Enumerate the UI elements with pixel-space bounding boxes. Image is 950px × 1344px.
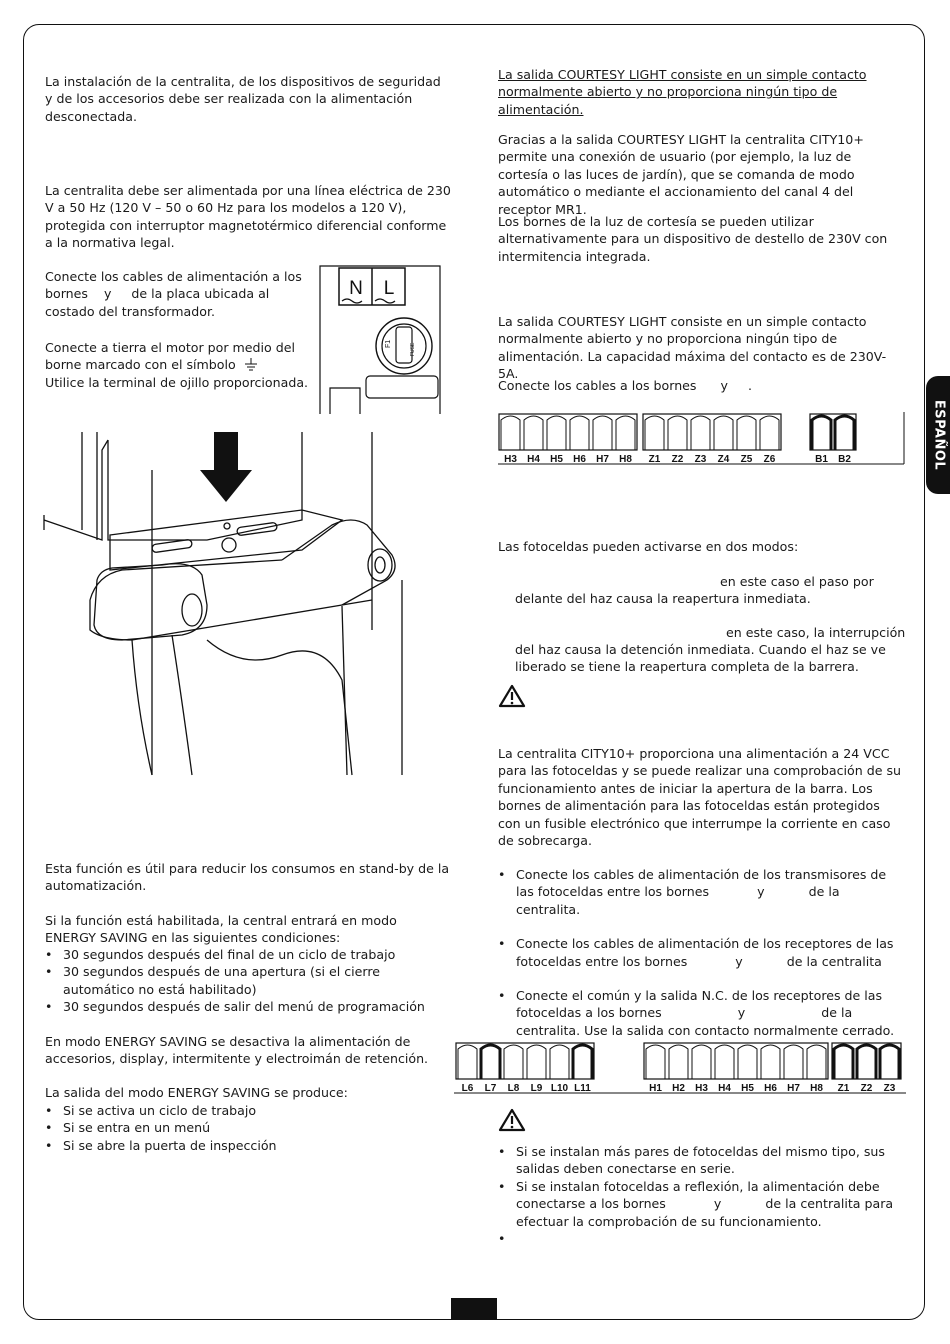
board-illustration	[318, 264, 442, 414]
terminal-label: B1	[815, 454, 828, 465]
terminal-label: Z1	[837, 1083, 850, 1094]
mode-1-text: en este caso el paso por	[720, 574, 874, 589]
terminal-label: L9	[530, 1083, 543, 1094]
warning-triangle-icon	[498, 1108, 526, 1132]
terminal-label: L11	[574, 1083, 591, 1094]
terminal-label: H4	[718, 1083, 731, 1094]
terminal-label: Z5	[740, 454, 753, 465]
h-terminals-block	[644, 1043, 828, 1079]
terminal-label: Z4	[717, 454, 730, 465]
energy-saving-exit-text: La salida del modo ENERGY SAVING se produce:	[45, 1085, 348, 1100]
terminal-label: H1	[649, 1083, 662, 1094]
courtesy-light-note: La salida COURTESY LIGHT consiste en un simple contacto normalmente abierto y no proporciona ningún tipo de alimentación.	[498, 67, 867, 117]
energy-saving-intro: Esta función es útil para reducir los consumos en stand-by de la automatización.	[45, 861, 450, 894]
language-tab: ESPAÑOL	[926, 376, 950, 494]
energy-saving-exit-list	[45, 1102, 450, 1154]
courtesy-light-desc: Gracias a la salida COURTESY LIGHT la centralita CITY10+ permite una conexión de usuario (por ejemplo, la luz de cortesía o las luces de jardín), que se comanda de modo automático o mediante el accionamiento del canal 4 del receptor MR1.	[498, 132, 864, 217]
ground-motor-text: Conecte a tierra el motor por medio del borne marcado con el símbolo Utilice la terminal de ojillo proporcionada.	[45, 340, 309, 390]
terminal-label: H6	[764, 1083, 777, 1094]
terminal-label: H4	[527, 454, 540, 465]
install-warning-text: La instalación de la centralita, de los dispositivos de seguridad y de los accesorios debe ser realizada con la alimentación desconectada.	[45, 74, 441, 124]
photocell-notes-list	[498, 1143, 898, 1247]
terminal-label: Z3	[694, 454, 707, 465]
terminal-strip-top	[494, 408, 906, 470]
list-item: • Si se abre la puerta de inspección	[45, 1137, 450, 1154]
terminal-label: H5	[550, 454, 563, 465]
list-item: • Conecte los cables de alimentación de los transmisores de las fotoceldas entre los bornes y de la centralita.	[498, 866, 898, 918]
terminal-strip-bottom	[452, 1037, 908, 1099]
terminal-n-label: N	[349, 278, 363, 299]
terminal-label: H7	[596, 454, 609, 465]
power-supply-text: La centralita debe ser alimentada por una línea eléctrica de 230 V a 50 Hz (120 V – 50 o 60 Hz para los modelos a 120 V), protegida con interruptor magnetotérmico diferencial conforme a la normativa legal.	[45, 183, 451, 251]
terminal-label: L10	[550, 1083, 569, 1094]
list-item: • Si se instalan más pares de fotoceldas del mismo tipo, sus salidas deben conectarse en serie.	[498, 1143, 898, 1178]
fuse-f1-label: F1	[385, 339, 392, 348]
terminal-label: B2	[838, 454, 851, 465]
connect-terminals-text: Conecte los cables a los bornes y .	[498, 378, 752, 393]
mode-2-text: en este caso, la interrupción	[726, 625, 906, 640]
list-item: • Conecte el común y la salida N.C. de los receptores de las fotoceldas a los bornes y de la centralita. Use la salida con contacto normalmente cerrado.	[498, 987, 898, 1039]
terminal-label: Z1	[648, 454, 661, 465]
terminal-label: Z6	[763, 454, 776, 465]
photocell-power-text: La centralita CITY10+ proporciona una alimentación a 24 VCC para las fotoceldas y se puede realizar una comprobación de su funcionamiento antes de iniciar la apertura de la barra. Los bornes de alimentación para las fotoceldas están protegidos con un fusible electrónico que interrumpe la corriente en caso de sobrecarga.	[498, 746, 902, 849]
ground-symbol-icon	[244, 358, 258, 372]
insertion-arrow-icon	[200, 432, 252, 502]
terminal-label: H3	[504, 454, 517, 465]
connect-cables-text: Conecte los cables de alimentación a los bornes y de la placa ubicada al costado del transformador.	[45, 269, 302, 319]
courtesy-light-alt: Los bornes de la luz de cortesía se pueden utilizar alternativamente para un dispositivo de destello de 230V con intermitencia integrada.	[498, 214, 888, 264]
energy-saving-list	[45, 946, 450, 1016]
terminal-label: L8	[507, 1083, 520, 1094]
list-item: • Si se activa un ciclo de trabajo	[45, 1102, 450, 1119]
list-item: • Si se entra en un menú	[45, 1119, 450, 1136]
b-terminals-block	[810, 414, 856, 450]
terminal-l-label: L	[383, 278, 395, 299]
photocell-modes-text: Las fotoceldas pueden activarse en dos modos:	[498, 539, 799, 554]
fuse-label: FUSE	[410, 342, 416, 356]
z-terminals-block	[832, 1043, 901, 1079]
mode-2-desc: del haz causa la detención inmediata. Cuando el haz se ve liberado se tiene la reapertura completa de la barrera.	[515, 642, 886, 675]
warning-triangle-icon	[498, 684, 526, 708]
terminal-label: H3	[695, 1083, 708, 1094]
terminal-label: Z2	[671, 454, 684, 465]
mode-1-desc: delante del haz causa la reapertura inmediata.	[515, 591, 811, 606]
terminal-label: L6	[461, 1083, 474, 1094]
energy-saving-disable-text: En modo ENERGY SAVING se desactiva la alimentación de accesorios, display, intermitente y electroimán de retención.	[45, 1034, 429, 1067]
terminal-label: H7	[787, 1083, 800, 1094]
list-item: • Conecte los cables de alimentación de los receptores de las fotoceldas entre los bornes y de la centralita	[498, 935, 898, 970]
list-item: • 30 segundos después de una apertura (si el cierre automático no está habilitado)	[45, 963, 450, 998]
terminal-label: H8	[619, 454, 632, 465]
list-item: • Si se instalan fotoceldas a reflexión, la alimentación debe conectarse a los bornes y de la centralita para efectuar la comprobación de su funcionamiento.	[498, 1178, 898, 1230]
terminal-label: H8	[810, 1083, 823, 1094]
terminal-label: L7	[484, 1083, 497, 1094]
list-item: • 30 segundos después del final de un ciclo de trabajo	[45, 946, 450, 963]
terminal-label: H5	[741, 1083, 754, 1094]
photocell-connection-list	[498, 866, 898, 1039]
list-item	[498, 1230, 898, 1247]
terminal-label: H2	[672, 1083, 685, 1094]
list-item: • 30 segundos después de salir del menú de programación	[45, 998, 450, 1015]
terminal-label: H6	[573, 454, 586, 465]
terminal-label: Z2	[860, 1083, 873, 1094]
page-number-box	[451, 1298, 497, 1320]
terminal-label: Z3	[883, 1083, 896, 1094]
barrier-illustration	[42, 430, 406, 776]
courtesy-light-capacity: La salida COURTESY LIGHT consiste en un simple contacto normalmente abierto y no proporciona ningún tipo de alimentación. La capacidad máxima del contacto es de 230V-5A.	[498, 314, 887, 382]
energy-saving-conditions: Si la función está habilitada, la central entrará en modo ENERGY SAVING en las siguientes condiciones:	[45, 913, 397, 946]
